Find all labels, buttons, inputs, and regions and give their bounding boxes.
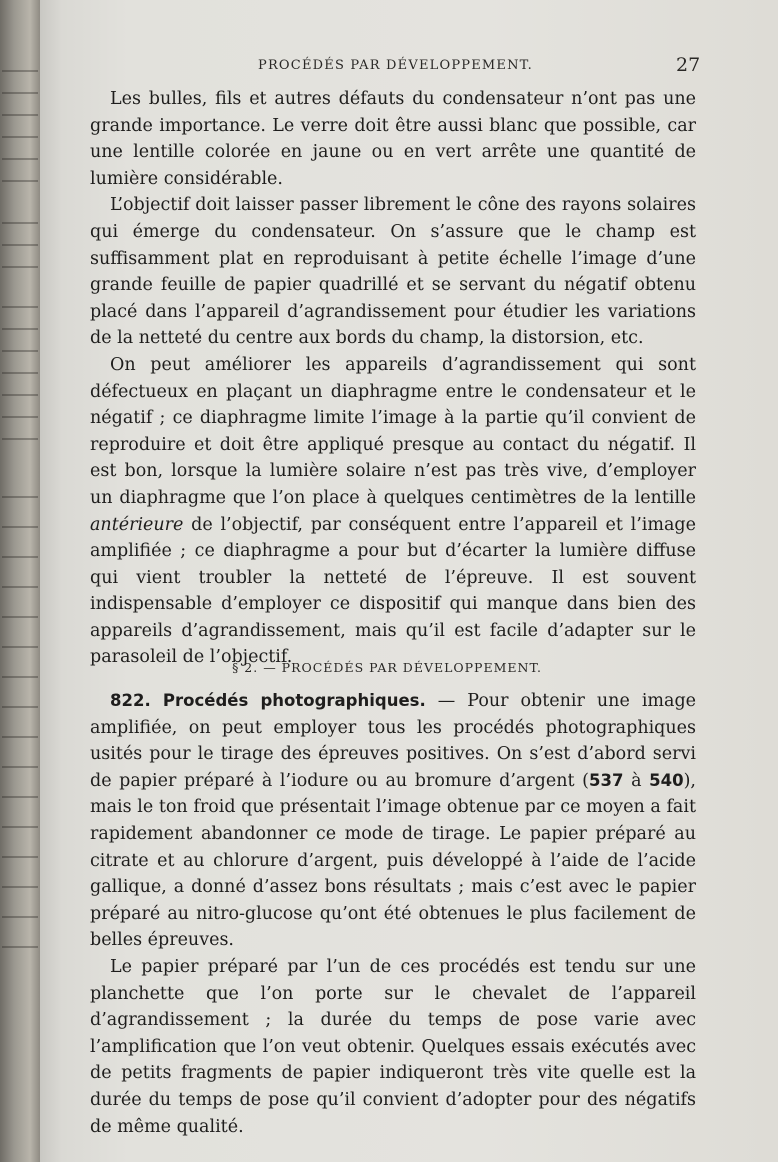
book-page	[40, 0, 778, 1162]
paragraph-822-text-b: à	[623, 770, 650, 791]
paragraph-diaphragme-text-b: de l’objectif, par conséquent entre l’appareil et l’image amplifiée ; ce diaphragme a pour but d’écarter la lumière diffuse qui vient troubler la netteté de l’épreuve. Il est souvent indispensable d’employer ce dispositif qui manque dans bien des appareils d’agrandissement, mais qu’il est facile d’adapter sur le parasoleil de l’objectif.	[90, 514, 696, 668]
cross-reference-537: 537	[589, 770, 624, 790]
italic-anterieure: antérieure	[90, 514, 184, 535]
paragraph-822-text-c: ), mais le ton froid que présentait l’image obtenue par ce moyen a fait rapidement abandonner ce mode de tirage. Le papier préparé au citrate et au chlorure d’argent, puis développé à l’aide de l’acide gallique, a donné d’assez bons résultats ; mais c’est avec le papier préparé au nitro-glucose qu’ont été obtenues le plus facilement de belles épreuves.	[90, 770, 696, 951]
page-number: 27	[676, 54, 701, 76]
paragraph-condensateur: Les bulles, fils et autres défauts du condensateur n’ont pas une grande importance. Le verre doit être aussi blanc que possible, car une lentille colorée en jaune ou en vert arrête une quantité de lumière considérable.	[90, 89, 696, 189]
paragraph-822	[90, 688, 696, 954]
running-header-title: PROCÉDÉS PAR DÉVELOPPEMENT.	[258, 58, 533, 73]
text-block-bottom	[90, 688, 696, 1140]
paragraph-diaphragme	[90, 352, 696, 671]
paragraph-822-heading: 822. Procédés photographiques.	[110, 691, 426, 710]
cross-reference-540: 540	[649, 770, 684, 790]
paragraph-diaphragme-text-a: On peut améliorer les appareils d’agrandissement qui sont défectueux en plaçant un diaphragme entre le condensateur et le négatif ; ce diaphragme limite l’image à la partie qu’il convient de reproduire et doit être appliqué presque au contact du négatif. Il est bon, lorsque la lumière solaire n’est pas très vive, d’employer un diaphragme que l’on place à quelques centimètres de la lentille	[90, 354, 696, 508]
text-block-top	[90, 86, 696, 671]
running-header	[40, 54, 778, 82]
paragraph-822-text-a: — Pour obtenir une image amplifiée, on peut employer tous les procédés photographiques usités pour le tirage des épreuves positives. On s’est d’abord servi de papier préparé à l’iodure ou au bromure d’argent (	[90, 691, 697, 791]
paragraph-objectif: L’objectif doit laisser passer librement le cône des rayons solaires qui émerge du condensateur. On s’assure que le champ est suffisamment plat en reproduisant à petite échelle l’image d’une grande feuille de papier quadrillé et se servant du négatif obtenu placé dans l’appareil d’agrandissement pour étudier les variations de la netteté du centre aux bords du champ, la distorsion, etc.	[90, 195, 696, 349]
previous-page-edge	[0, 0, 40, 1162]
paragraph-planchette: Le papier préparé par l’un de ces procédés est tendu sur une planchette que l’on porte sur le chevalet de l’appareil d’agrandissement ; la durée du temps de pose varie avec l’amplification que l’on veut obtenir. Quelques essais exécutés avec de petits fragments de papier indiqueront très vite quelle est la durée du temps de pose qu’il convient d’adopter pour des négatifs de même qualité.	[90, 956, 696, 1137]
section-heading: § 2. — PROCÉDÉS PAR DÉVELOPPEMENT.	[232, 660, 542, 675]
